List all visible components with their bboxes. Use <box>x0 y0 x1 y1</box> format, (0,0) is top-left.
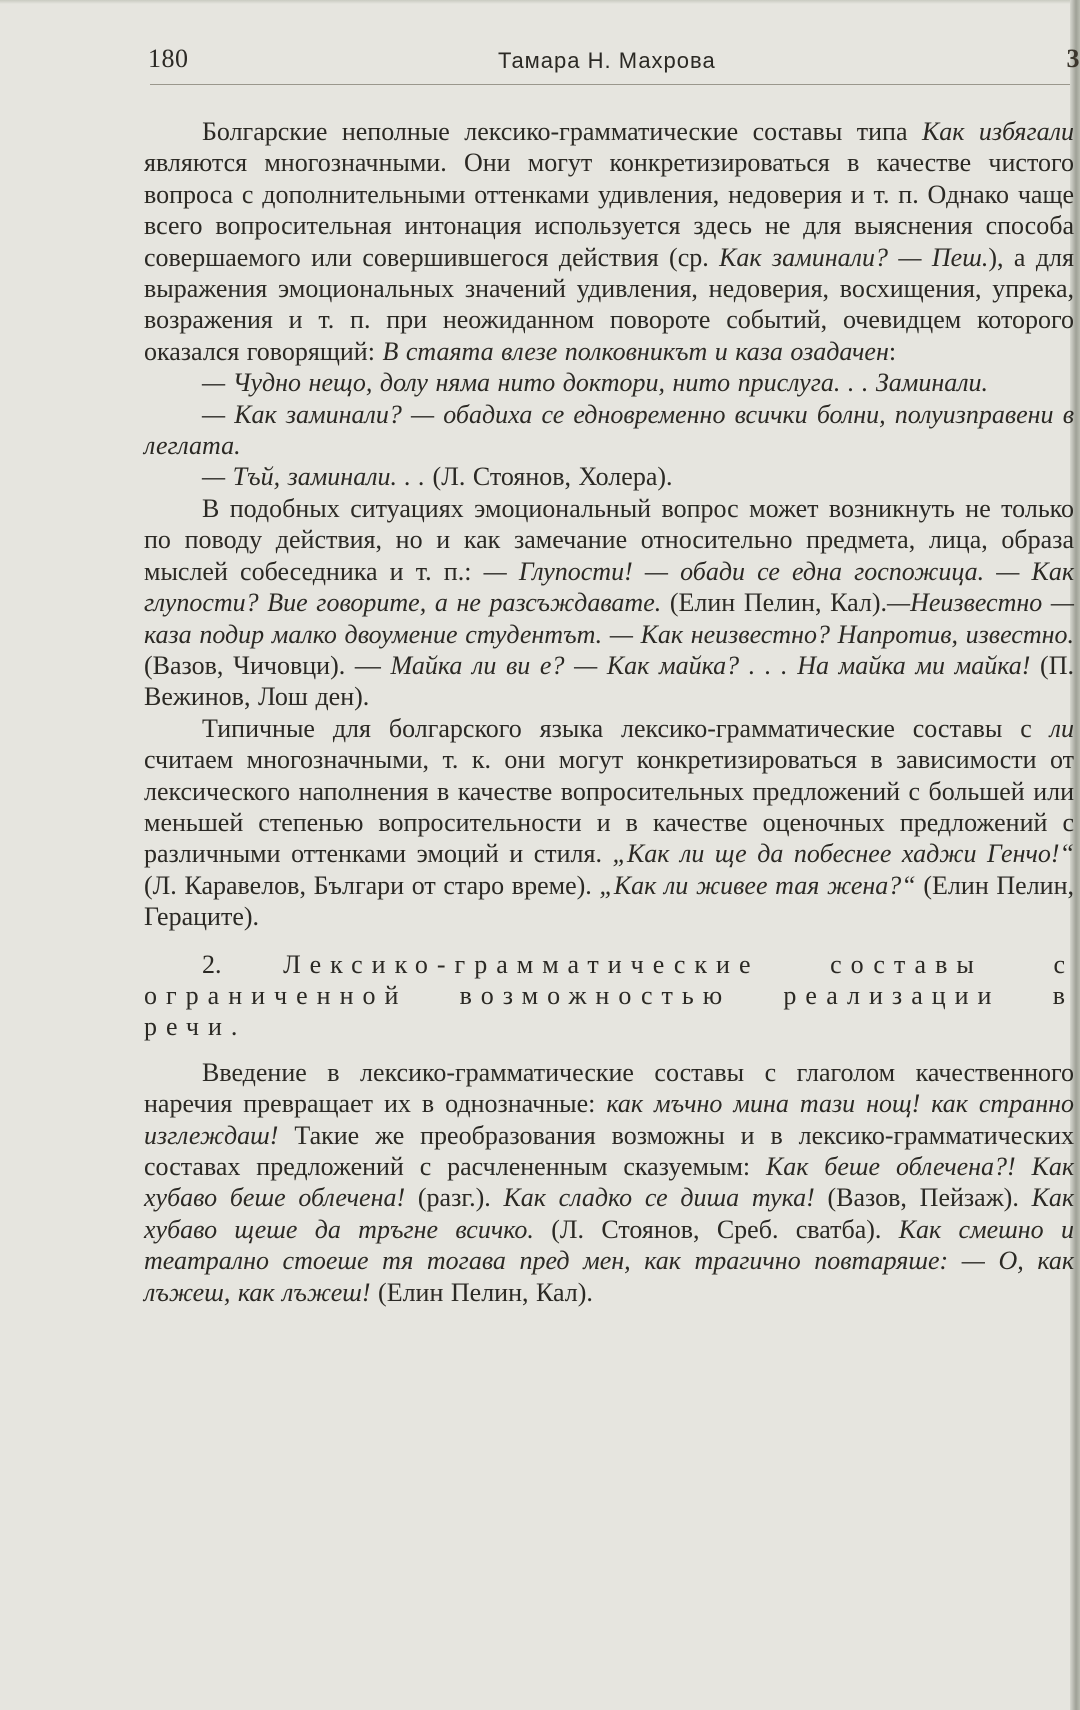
text-run: ), а для выражения эмоциональных значений удивления, недоверия, восхищения, упрека, возражения и т. п. при неожиданном повороте событий, очевидцем которого оказался говорящий: <box>144 242 1074 366</box>
page-top-edge <box>0 0 1080 4</box>
text-run: (Вазов, Пейзаж). <box>814 1183 1032 1213</box>
text-run: (Л. Каравелов, Българи от старо време). <box>144 870 600 900</box>
text-run: Введение в лексико-грамматические составы с глаголом качественного наречия превращает их в однозначные: <box>144 1057 1074 1119</box>
paragraph <box>144 1057 1074 1308</box>
text-run: (Елин Пелин, Кал). <box>661 588 887 618</box>
text-run: являются многозначными. Они могут конкретизироваться в качестве чистого вопроса с дополнительными оттенками удивления, недоверия и т. п. Однако чаще всего вопросительная интонация используется здесь не для выяснения способа совершаемого или совершившегося действия (ср. <box>144 148 1074 272</box>
text-run: (П. Вежинов, Лош ден). <box>144 650 1074 712</box>
text-run: Болгарские неполные лексико-грамматические составы типа <box>202 117 922 146</box>
text-run: Типичные для болгарского языка лексико-грамматические составы с <box>202 713 1050 743</box>
header-rule <box>150 84 1070 85</box>
running-title: Тамара Н. Махрова <box>498 48 716 73</box>
italic-example: В стаята влезе полковникът и каза озадачен <box>382 336 889 366</box>
section-number: 2. <box>202 949 222 979</box>
paragraph <box>144 116 1074 367</box>
italic-example: — Чудно нещо, долу няма нито доктори, нито прислуга. . . Заминали. <box>202 368 989 398</box>
text-run: : <box>888 336 897 366</box>
italic-example: Как хубаво щеше да тръгне всичко. <box>144 1183 1075 1244</box>
dialogue-line <box>144 399 1074 462</box>
italic-example: Как смешно и театрално стоеше тя тогава пред мен, как трагично повтаряше: — О, как лъжеш, как лъжеш! <box>144 1214 1074 1307</box>
paragraph <box>144 493 1074 713</box>
section-heading <box>144 949 1074 1043</box>
italic-example: „Как ли живее тая жена?“ <box>599 870 916 900</box>
italic-example: Майка ли ви е? — Как майка? . . . На майка ми майка! <box>390 650 1031 680</box>
italic-example: Как сладко се диша тука! <box>503 1183 815 1213</box>
text-run: Такие же преобразования возможны и в лексико-грамматических составах предложений с расчлененным сказуемым: <box>144 1120 1074 1181</box>
italic-example: —Неизвестно — каза подир малко двоумение студентът. — Как неизвестно? Напротив, известно. <box>144 588 1074 649</box>
text-run: считаем многозначными, т. к. они могут конкретизироваться в зависимости от лексического наполнения в качестве вопросительных предложений с большей или меньшей степенью вопросительности и в качестве оценочных предложений с различными оттенками эмоций и стиля. <box>144 745 1074 869</box>
paragraph <box>144 713 1074 933</box>
italic-example: Как избягали <box>921 117 1074 146</box>
italic-example: Как беше облечена?! Как хубаво беше облечена! <box>144 1152 1074 1213</box>
italic-example: — Тъй, заминали. . . <box>202 462 426 492</box>
text-run: В подобных ситуациях эмоциональный вопрос может возникнуть не только по поводу действия, но и как замечание относительно предмета, лица, образа мыслей собеседника и т. п.: <box>144 493 1074 586</box>
text-run: (Л. Стоянов, Среб. сватба). <box>533 1214 899 1244</box>
dialogue-line <box>144 367 1074 398</box>
adjacent-page-edge-mark: 3 <box>1066 44 1080 73</box>
italic-example: — Глупости! — обади се една госпожица. — Как глупости? Вие говорите, а не разсъждавате. <box>144 556 1074 618</box>
italic-example: ли <box>1049 713 1074 743</box>
italic-example: Как заминали? — Пеш. <box>719 242 989 272</box>
text-run: (Л. Стоянов, Холера). <box>425 462 673 492</box>
body-text <box>144 116 1074 1308</box>
dialogue-line <box>144 461 1074 492</box>
italic-example: — Как заминали? — обадиха се едновременно всички болни, полуизправени в леглата. <box>144 399 1074 461</box>
italic-example: как мъчно мина тази нощ! как странно изглеждаш! <box>144 1089 1074 1150</box>
italic-example: „Как ли ще да побеснее хаджи Генчо!“ <box>612 839 1074 869</box>
section-heading-text: Лексико-грамматические составы с ограниченной возможностью реализации в речи. <box>144 949 1075 1042</box>
text-run: (разг.). <box>405 1183 504 1213</box>
running-header <box>148 44 1080 84</box>
text-run: (Елин Пелин, Кал). <box>370 1277 593 1307</box>
page-number: 180 <box>148 44 189 73</box>
text-run: (Елин Пелин, Гераците). <box>144 870 1075 932</box>
text-run: (Вазов, Чичовци). — <box>144 650 391 680</box>
